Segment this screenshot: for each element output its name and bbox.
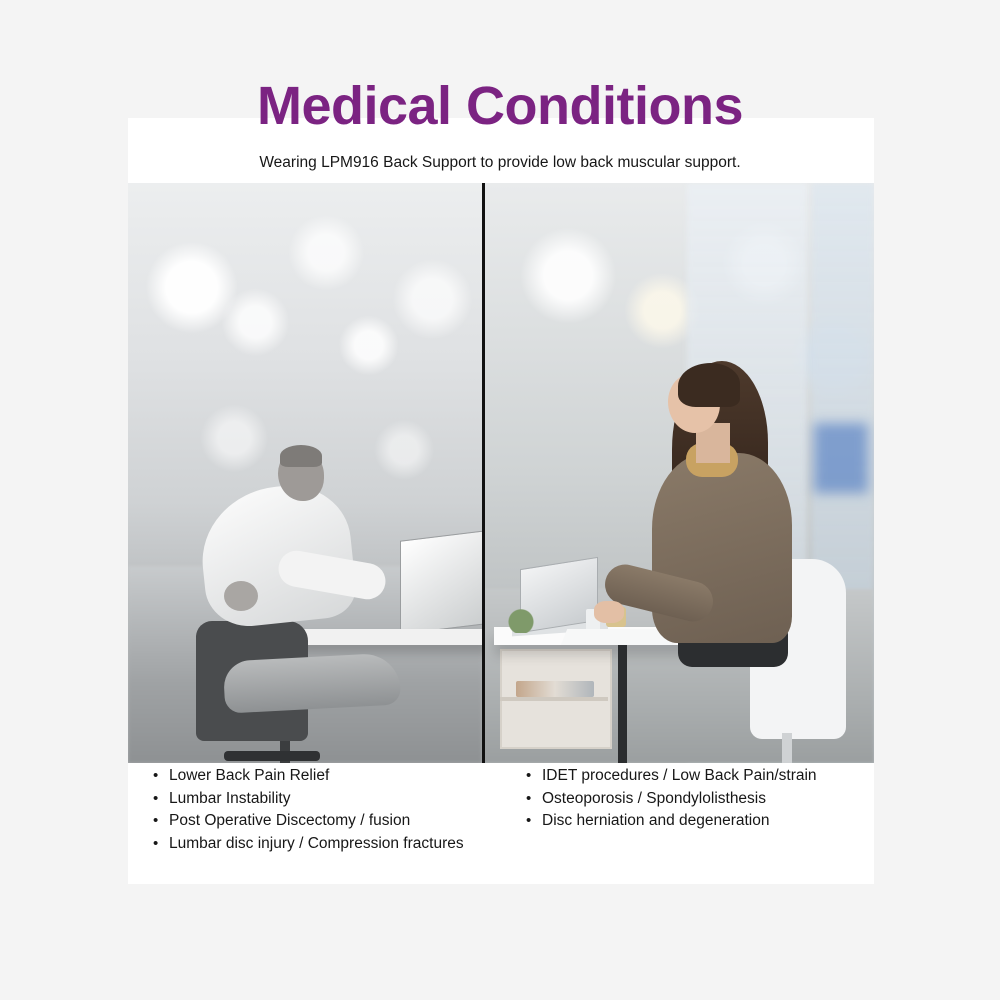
photo-grayscale-man xyxy=(128,183,482,763)
blue-light-blur xyxy=(814,423,868,493)
woman-hair-front xyxy=(678,363,740,407)
image-divider xyxy=(482,183,485,763)
conditions-column-left xyxy=(128,765,512,855)
man-hand-on-back xyxy=(224,581,258,611)
conditions-list-left xyxy=(145,765,512,855)
list-item: • Lumbar Instability xyxy=(167,788,512,810)
list-item: • Post Operative Discectomy / fusion xyxy=(167,810,512,832)
list-item: • Lower Back Pain Relief xyxy=(167,765,512,787)
list-item: • Disc herniation and degeneration xyxy=(540,810,874,832)
list-item: • IDET procedures / Low Back Pain/strain xyxy=(540,765,874,787)
image-pair xyxy=(128,183,874,763)
list-item: • Lumbar disc injury / Compression fractures xyxy=(167,833,512,855)
shelf-books xyxy=(516,681,594,697)
page-subtitle: Wearing LPM916 Back Support to provide low back muscular support. xyxy=(259,154,741,171)
conditions-list-right xyxy=(518,765,874,832)
conditions-lists xyxy=(128,765,874,855)
conditions-column-right xyxy=(512,765,874,855)
list-item: • Osteoporosis / Spondylolisthesis xyxy=(540,788,874,810)
man-hair xyxy=(280,445,322,467)
monitor-gray xyxy=(400,529,482,635)
woman-hand xyxy=(594,601,624,623)
shelf-divider xyxy=(500,697,608,701)
desk-plant xyxy=(508,605,534,633)
man-legs xyxy=(223,652,401,713)
photo-color-woman xyxy=(482,183,874,763)
chair-base-gray xyxy=(224,751,320,761)
page-title: Medical Conditions xyxy=(256,76,744,136)
office-chair-leg xyxy=(782,733,792,763)
desk-leg-color xyxy=(618,643,627,763)
